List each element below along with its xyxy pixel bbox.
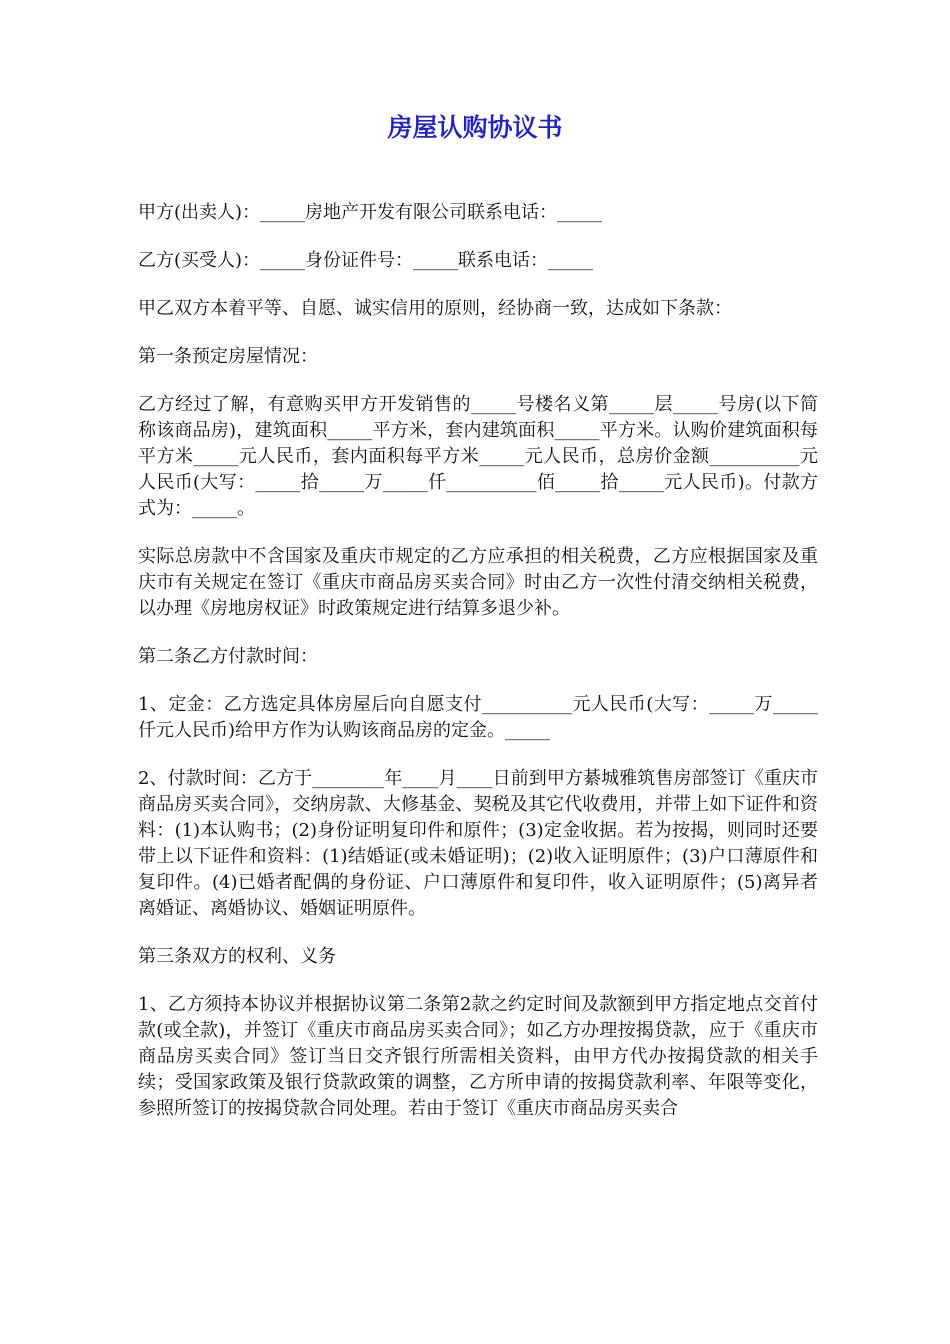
document-title: 房屋认购协议书 bbox=[387, 113, 563, 142]
deposit-paragraph: 1、定金：乙方选定具体房屋后向自愿支付__________元人民币(大写：_____万_____仟元人民币)给甲方作为认购该商品房的定金。_____ bbox=[138, 694, 818, 741]
article-1-heading: 第一条预定房屋情况： bbox=[138, 346, 318, 367]
preamble-paragraph: 甲乙双方本着平等、自愿、诚实信用的原则，经协商一致，达成如下条款： bbox=[138, 298, 732, 319]
document-body bbox=[138, 200, 818, 1144]
article-3-heading: 第三条双方的权利、义务 bbox=[138, 946, 336, 967]
rights-duties-paragraph: 1、乙方须持本协议并根据协议第二条第2款之约定时间及款额到甲方指定地点交首付款(或全款)，并签订《重庆市商品房买卖合同》；如乙方办理按揭贷款，应于《重庆市商品房买卖合同》签订当日交齐银行所需相关资料，由甲方代办按揭贷款的相关手续；受国家政策及银行贷款政策的调整，乙方所申请的按揭贷款利率、年限等变化，参照所签订的按揭贷款合同处理。若由于签订《重庆市商品房买卖合 bbox=[138, 994, 818, 1119]
article-1-paragraph: 乙方经过了解，有意购买甲方开发销售的_____号楼名义第_____层_____号房(以下简称该商品房)，建筑面积_____平方米，套内建筑面积_____平方米。认购价建筑面积每平方米_____元人民币，套内面积每平方米_____元人民币，总房价金额__________元人民币(大写：_____拾_____万_____仟__________佰_____拾_____元人民币)。付款方式为：_____。 bbox=[138, 394, 818, 519]
tax-paragraph: 实际总房款中不含国家及重庆市规定的乙方应承担的相关税费，乙方应根据国家及重庆市有关规定在签订《重庆市商品房买卖合同》时由乙方一次性付清交纳相关税费，以办理《房地房权证》时政策规定进行结算多退少补。 bbox=[138, 546, 818, 619]
party-a-line: 甲方(出卖人)：_____房地产开发有限公司联系电话：_____ bbox=[138, 202, 603, 223]
payment-time-paragraph: 2、付款时间：乙方于________年____月____日前到甲方綦城雅筑售房部签订《重庆市商品房买卖合同》，交纳房款、大修基金、契税及其它代收费用，并带上如下证件和资料：(1)本认购书；(2)身份证明复印件和原件；(3)定金收据。若为按揭，则同时还要带上以下证件和资料：(1)结婚证(或未婚证明)；(2)收入证明原件；(3)户口薄原件和复印件。(4)已婚者配偶的身份证、户口薄原件和复印件，收入证明原件；(5)离异者离婚证、离婚协议、婚姻证明原件。 bbox=[138, 768, 818, 919]
party-b-line: 乙方(买受人)：_____身份证件号：_____联系电话：_____ bbox=[138, 250, 594, 271]
article-2-heading: 第二条乙方付款时间： bbox=[138, 646, 318, 667]
